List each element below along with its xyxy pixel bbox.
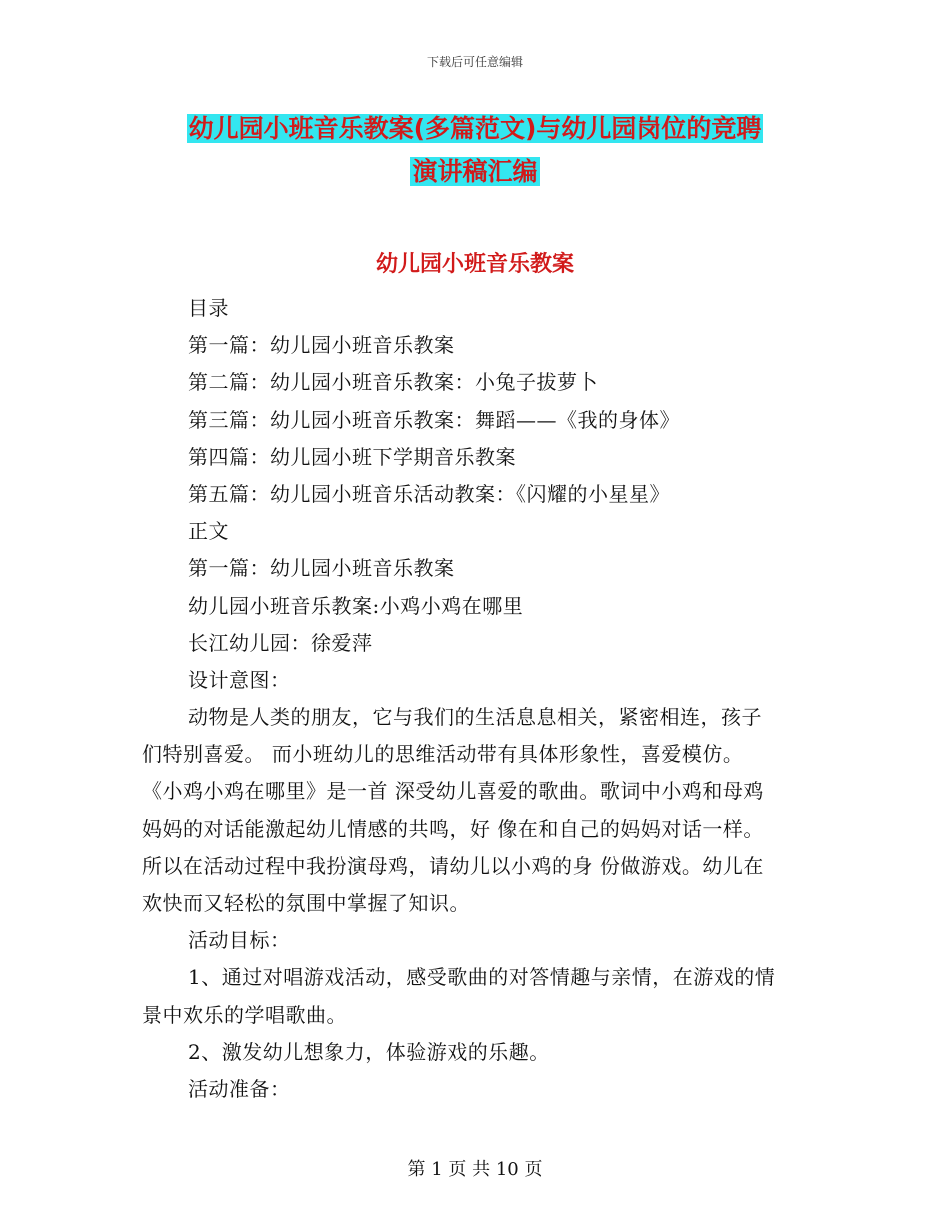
toc-item: 第一篇：幼儿园小班音乐教案 (188, 333, 455, 358)
paragraph-line: 妈妈的对话能激起幼儿情感的共鸣，好 像在和自己的妈妈对话一样。 (142, 816, 764, 841)
design-heading: 设计意图： (188, 667, 291, 692)
goal-2: 2、激发幼儿想象力，体验游戏的乐趣。 (188, 1039, 550, 1064)
document-title-line-1 (0, 112, 950, 146)
document-title-highlight-1: 幼儿园小班音乐教案(多篇范文)与幼儿园岗位的竞聘 (188, 114, 762, 143)
paragraph-line: 欢快而又轻松的氛围中掌握了知识。 (142, 891, 470, 915)
paragraph-line: 们特别喜爱。 而小班幼儿的思维活动带有具体形象性，喜爱模仿。 (142, 742, 744, 767)
preparation-heading: 活动准备： (188, 1076, 291, 1101)
document-body (142, 290, 808, 1108)
paragraph-line: 动物是人类的朋友，它与我们的生活息息相关，紧密相连，孩子 (188, 705, 762, 730)
goal-1-line: 景中欢乐的学唱歌曲。 (142, 1002, 347, 1027)
toc-item: 第四篇：幼儿园小班下学期音乐教案 (188, 444, 516, 469)
paragraph-line: 《小鸡小鸡在哪里》是一首 深受幼儿喜爱的歌曲。歌词中小鸡和母鸡 (142, 779, 764, 804)
toc-item: 第二篇：幼儿园小班音乐教案：小兔子拔萝卜 (188, 370, 598, 395)
paragraph-line: 所以在活动过程中我扮演母鸡，请幼儿以小鸡的身 份做游戏。幼儿在 (142, 853, 764, 878)
document-title-highlight-2: 演讲稿汇编 (412, 157, 538, 186)
section-title: 幼儿园小班音乐教案 (375, 252, 574, 277)
goals-heading: 活动目标： (188, 928, 291, 953)
toc-item: 第五篇：幼儿园小班音乐活动教案：《闪耀的小星星》 (188, 481, 670, 506)
author-line: 长江幼儿园：徐爱萍 (188, 630, 373, 655)
part-title: 第一篇：幼儿园小班音乐教案 (188, 556, 455, 581)
lesson-title: 幼儿园小班音乐教案:小鸡小鸡在哪里 (188, 593, 524, 618)
header-note: 下载后可任意编辑 (426, 55, 523, 69)
goal-1-line: 1、通过对唱游戏活动，感受歌曲的对答情趣与亲情，在游戏的情 (188, 965, 776, 990)
toc-heading: 目录 (188, 296, 229, 320)
main-text-heading: 正文 (188, 519, 229, 544)
page-footer: 第 1 页 共 10 页 (407, 1159, 543, 1180)
toc-item: 第三篇：幼儿园小班音乐教案：舞蹈——《我的身体》 (188, 407, 680, 432)
document-title-line-2 (0, 155, 950, 189)
